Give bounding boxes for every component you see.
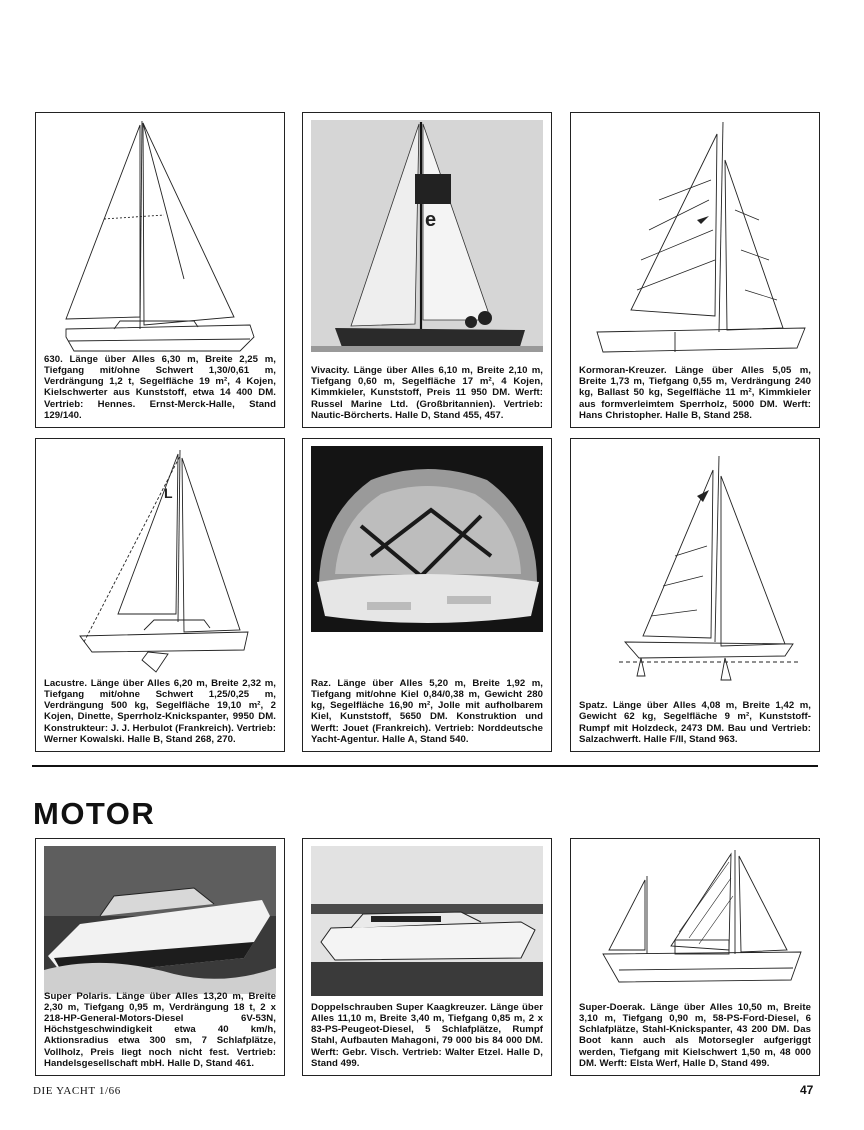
section-divider [32, 765, 818, 767]
section-title: MOTOR [33, 796, 156, 831]
sail-number: e [425, 209, 437, 231]
page-number: 47 [800, 1083, 814, 1097]
boat-caption: Lacustre. Länge über Alles 6,20 m, Breite 2,32 m, Tiefgang mit/ohne Schwert 1,25/0,25 m, Verdrängung 500 kg, Segelfläche 19,10 m², 2 Kojen, Dinette, Sperrholz-Knickspanter, 9950 DM. Konstrukteur: J. J. Herbulot (Frankreich). Vertrieb: Werner Kowalski. Halle B, Stand 268, 270. [44, 677, 276, 745]
sail-letter: L [164, 485, 173, 501]
motorboat-photo [44, 846, 276, 994]
boat-caption: Doppelschrauben Super Kaagkreuzer. Länge über Alles 11,10 m, Breite 3,40 m, Tiefgang 0,85 m, 2 x 83-PS-Peugeot-Diesel, 5 Schlafplätze, Rumpf Stahl, Aufbauten Mahagoni, 79 000 bis 84 000 DM. Werft: Gebr. Visch. Vertrieb: Walter Etzel. Halle D, Stand 499. [311, 1001, 543, 1069]
motorboat-photo [311, 846, 543, 996]
boat-caption: Super Polaris. Länge über Alles 13,20 m, Breite 2,30 m, Tiefgang 0,95 m, Verdrängung 18 t, 2 x 218-HP-General-Motors-Diesel 6V-53N, Höchstgeschwindigkeit etwa 40 km/h, Aktionsradius etwa 300 sm, 7 Schlafplätze, Vollholz, Preis liegt noch nicht fest. Vertrieb: Handelsgesellschaft mbH. Halle D, Stand 461. [44, 990, 276, 1069]
boat-card-super-polaris [35, 838, 285, 1076]
boat-card-630 [35, 112, 285, 428]
boat-card-super-doerak [570, 838, 820, 1076]
dinghy-photo [311, 446, 543, 632]
boat-caption: Raz. Länge über Alles 5,20 m, Breite 1,92 m, Tiefgang mit/ohne Kiel 0,84/0,38 m, Gewicht 280 kg, Segelfläche 16,90 m², Jolle mit aufholbarem Kiel, Kunststoff, 5650 DM. Konstruktion und Werft: Jouet (Frankreich). Vertrieb: Norddeutsche Yacht-Agentur. Halle A, Stand 540. [311, 677, 543, 745]
boat-caption: Kormoran-Kreuzer. Länge über Alles 5,05 m, Breite 1,73 m, Tiefgang 0,55 m, Verdrängung 240 kg, Ballast 50 kg, Segelfläche 11 m², Kimmkieler aus formverleimtem Sperrholz, 5000 DM. Werft: Hans Christopher. Halle B, Stand 258. [579, 364, 811, 421]
boat-card-kormoran [570, 112, 820, 428]
boat-caption: 630. Länge über Alles 6,30 m, Breite 2,25 m, Tiefgang mit/ohne Schwert 1,30/0,61 m, Verdrängung 1,2 t, Segelfläche 19 m², 4 Kojen, Kielschwerter aus Kunststoff, etwa 14 400 DM. Vertrieb: Hennes. Ernst-Merck-Halle, Stand 129/140. [44, 353, 276, 421]
sailboat-drawing [44, 119, 276, 361]
boat-card-spatz [570, 438, 820, 752]
sailboat-drawing [44, 446, 276, 682]
sailboat-drawing [579, 446, 811, 682]
sailboat-drawing [579, 120, 811, 360]
motorsailer-drawing [579, 846, 811, 998]
boat-caption: Vivacity. Länge über Alles 6,10 m, Breite 2,10 m, Tiefgang 0,60 m, Segelfläche 17 m², 4 Kojen, Kimmkieler, Kunststoff, Preis 11 950 DM. Werft: Russel Marine Ltd. (Großbritannien). Vertrieb: Nautic-Börcherts. Halle D, Stand 455, 457. [311, 364, 543, 421]
boat-card-kaagkreuzer [302, 838, 552, 1076]
boat-caption: Spatz. Länge über Alles 4,08 m, Breite 1,42 m, Gewicht 62 kg, Segelfläche 9 m², Kunststoff-Rumpf mit Holzdeck, 2473 DM. Bau und Vertrieb: Salzachwerft. Halle F/II, Stand 963. [579, 700, 811, 745]
boat-caption: Super-Doerak. Länge über Alles 10,50 m, Breite 3,10 m, Tiefgang 0,90 m, 58-PS-Ford-Diesel, 6 Schlafplätze, Stahl-Knickspanter, 43 200 DM. Das Boot kann auch als Motorsegler aufgeriggt werden, Tiefgang mit Kielschwert 1,50 m, 48 000 DM. Werft: Elsta Werf, Halle D, Stand 499. [579, 1001, 811, 1069]
boat-card-lacustre [35, 438, 285, 752]
boat-card-raz [302, 438, 552, 752]
sailboat-photo [311, 120, 543, 352]
magazine-issue: DIE YACHT 1/66 [33, 1085, 121, 1097]
boat-card-vivacity [302, 112, 552, 428]
